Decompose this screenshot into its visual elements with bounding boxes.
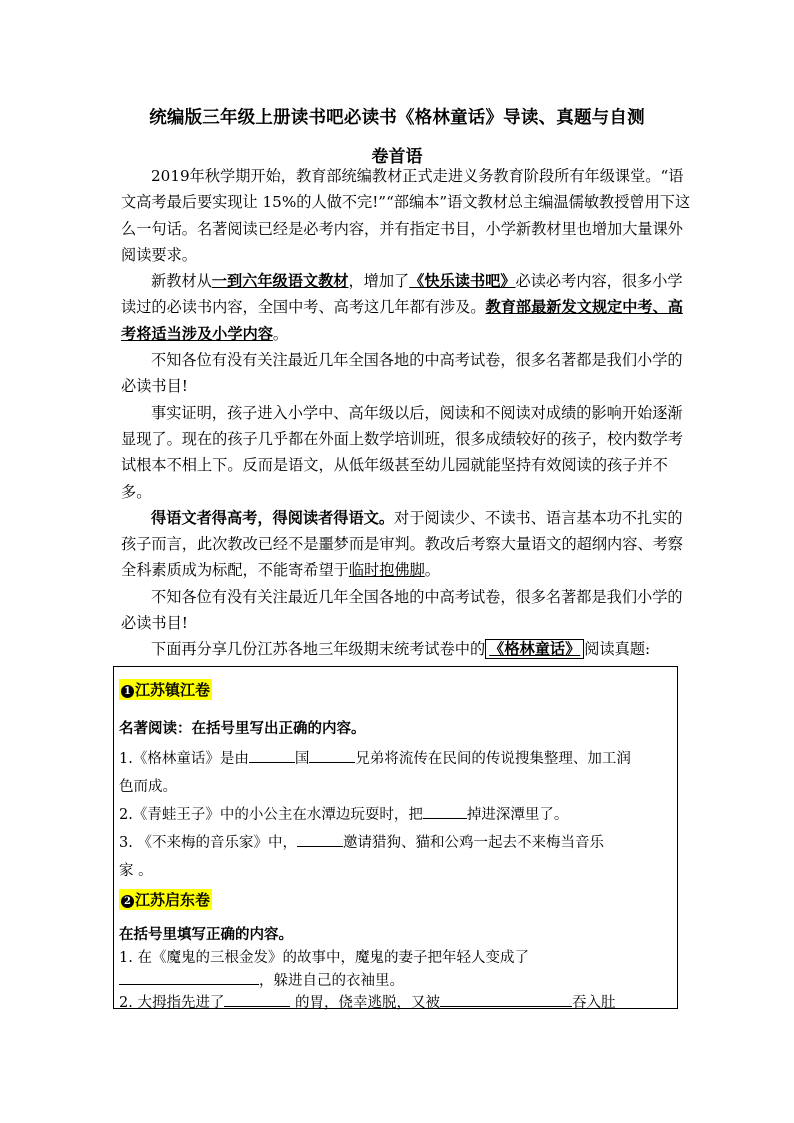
q1-1-text-a: 1.《格林童话》是由 [119, 751, 249, 767]
p2-text-e: 必读必考内容，很多小学读过的必读书内容，全国中考、高考这几年都有涉及。 [121, 272, 683, 317]
q1-2-text-a: 2.《青蛙王子》中的小公主在水潭边玩耍时，把 [119, 807, 423, 823]
paragraph-7 [121, 636, 691, 662]
section-heading-zhenjiang [119, 679, 212, 700]
q1-3-text-b: 邀请猎狗、猫和公鸡一起去不来梅当音乐 [342, 835, 604, 851]
p2-emphasis-reading-bar: 《快乐读书吧》 [409, 272, 516, 291]
answer-blank[interactable] [224, 992, 290, 1007]
q2-2-text-a: 2. 大拇指先进了 [119, 995, 225, 1011]
q1-2-text-b: 掉进深潭里了。 [466, 807, 569, 823]
answer-blank[interactable] [297, 832, 343, 847]
p5-emphasis-slogan: 得语文者得高考，得阅读者得语文。 [151, 508, 394, 527]
answer-blank[interactable] [119, 970, 259, 985]
q2-1-text-b: ，躲进自己的衣袖里。 [259, 973, 404, 989]
answer-blank[interactable] [249, 748, 295, 763]
document-title: 统编版三年级上册读书吧必读书《格林童话》导读、真题与自测 [149, 108, 645, 128]
exam-questions-box [113, 666, 678, 1009]
q2-2-text-c: 吞入肚 [572, 995, 616, 1011]
p7-text-a: 下面再分享几份江苏各地三年级期末统考试卷中的 [151, 640, 486, 659]
q2-2-text-b: 的胃，侥幸逃脱，又被 [290, 995, 441, 1011]
p5-text-d: 。 [424, 561, 440, 580]
question-1-item-2 [119, 803, 669, 824]
question-2-item-1-cont [119, 969, 669, 990]
section-number-badge: 2 [121, 895, 134, 908]
p7-boxed-book-title: 《格林童话》 [485, 639, 584, 659]
q1-1-text-c: 兄弟将流传在民间的传说搜集整理、加工润 [355, 751, 631, 767]
question-2-item-1: 1. 在《魔鬼的三根金发》的故事中，魔鬼的妻子把年轻人变成了 [119, 950, 529, 966]
section-name: 江苏镇江卷 [135, 681, 211, 699]
paragraph-4: 事实证明，孩子进入小学中、高年级以后，阅读和不阅读对成绩的影响开始逐渐显现了。现在的孩子几乎都在外面上数学培训班，很多成绩较好的孩子，校内数学考试根本不相上下。反而是语文，从低年级甚至幼儿园就能坚持有效阅读的孩子并不多。 [121, 403, 683, 501]
question-2-title: 在括号里填写正确的内容。 [119, 926, 293, 943]
p2-text-c: ，增加了 [348, 272, 410, 291]
p2-text-a: 新教材从 [151, 272, 212, 291]
document-subtitle: 卷首语 [371, 147, 423, 167]
answer-blank[interactable] [309, 748, 355, 763]
section-heading-qidong [119, 889, 212, 910]
question-1-title: 名著阅读：在括号里写出正确的内容。 [119, 720, 366, 737]
q1-3-text-a: 3. 《不来梅的音乐家》中， [119, 835, 297, 851]
paragraph-1: 2019年秋学期开始，教育部统编教材正式走进义务教育阶段所有年级课堂。“语文高考最后要实现让 15%的人做不完!”“部编本”语文教材总主编温儒敏教授曾用下这么一句话。名著阅读已经是必考内容，并有指定书目，小学新教材里也增加大量课外阅读要求。 [121, 167, 691, 264]
q1-1-text-b: 国 [294, 751, 310, 767]
answer-blank[interactable] [423, 804, 467, 819]
p2-emphasis-regulation: 教育部最新发文规定中考、高考将适当涉及小学内容 [121, 298, 683, 343]
p5-text-b: 对于阅读少、不读书、语言基本功不扎实的孩子而言，此次教改已经不是噩梦而是审判。教改后考察大量语文的超纲内容、考察全科素质成为标配，不能寄希望于 [121, 508, 683, 580]
paragraph-6: 不知各位有没有关注最近几年全国各地的中高考试卷，很多名著都是我们小学的必读书目! [121, 587, 683, 633]
paragraph-5 [121, 505, 691, 584]
paragraph-3: 不知各位有没有关注最近几年全国各地的中高考试卷，很多名著都是我们小学的必读书目! [121, 351, 683, 396]
p2-text-g: 。 [272, 324, 289, 343]
p5-underlined-phrase: 临时抱佛脚 [348, 561, 425, 580]
paragraph-2 [121, 268, 691, 347]
section-name: 江苏启东卷 [135, 891, 211, 909]
answer-blank[interactable] [440, 992, 572, 1007]
question-1-item-3 [119, 831, 669, 852]
p2-emphasis-textbook: 一到六年级语文教材 [211, 272, 349, 291]
p7-text-c: 阅读真题: [584, 640, 651, 659]
question-1-item-1-cont: 色而成。 [119, 779, 177, 795]
question-1-item-3-cont: 家 。 [119, 863, 153, 879]
question-2-item-2 [119, 991, 669, 1012]
preface-body [121, 163, 691, 663]
question-1-item-1 [119, 747, 669, 768]
section-number-badge: 1 [121, 685, 134, 698]
